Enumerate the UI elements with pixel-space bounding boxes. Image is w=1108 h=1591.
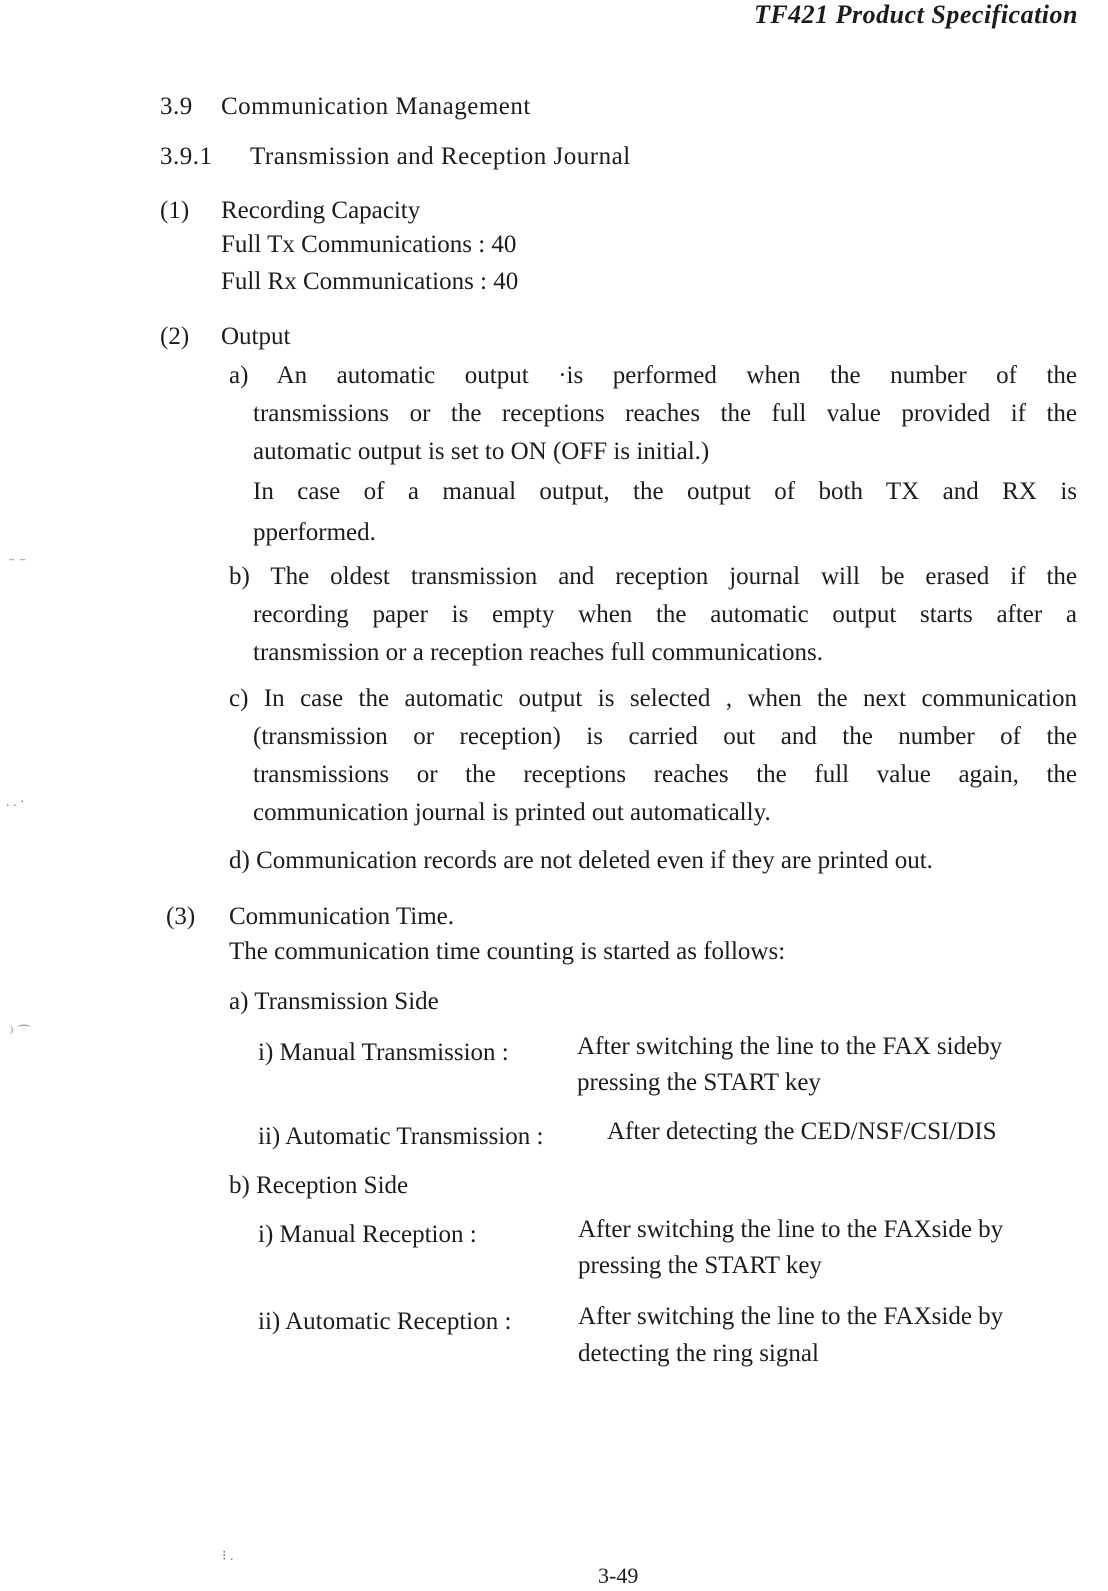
recording-capacity-title: Recording Capacity: [221, 197, 421, 224]
output-a-line-4: In case of a manual output, the output of both TX and RX is: [253, 478, 1077, 505]
output-c-line-4: communication journal is printed out automatically.: [253, 799, 771, 826]
item-marker-2: (2): [160, 323, 190, 350]
output-title: Output: [221, 323, 291, 350]
full-tx-line: Full Tx Communications : 40: [221, 231, 517, 258]
item-marker-1: (1): [160, 197, 190, 224]
communication-time-intro: The communication time counting is started as follows:: [229, 938, 786, 965]
manual-transmission-desc-1: After switching the line to the FAX sideby: [577, 1033, 1003, 1060]
page-number: 3-49: [598, 1563, 639, 1588]
automatic-reception-desc-2: detecting the ring signal: [578, 1340, 819, 1367]
manual-reception-label: i) Manual Reception :: [258, 1221, 477, 1248]
output-b-line-1: b) The oldest transmission and reception journal will be erased if the: [229, 563, 1077, 590]
manual-transmission-desc-2: pressing the START key: [577, 1069, 821, 1096]
reception-side-label: b) Reception Side: [229, 1172, 409, 1199]
full-rx-line: Full Rx Communications : 40: [221, 268, 519, 295]
manual-transmission-label: i) Manual Transmission :: [258, 1039, 509, 1066]
running-header: TF421 Product Specification: [753, 0, 1078, 29]
automatic-transmission-desc: After detecting the CED/NSF/CSI/DIS: [607, 1118, 997, 1145]
scan-speck: ⁻ ⁻: [8, 556, 27, 571]
output-a-line-2: transmissions or the receptions reaches the full value provided if the: [253, 400, 1077, 427]
automatic-transmission-label: ii) Automatic Transmission :: [258, 1123, 544, 1150]
output-c-line-1: c) In case the automatic output is selected , when the next communication: [229, 685, 1077, 712]
output-c-line-2: (transmission or reception) is carried out and the number of the: [253, 723, 1077, 750]
item-marker-3: (3): [166, 903, 196, 930]
manual-reception-desc-2: pressing the START key: [578, 1252, 822, 1279]
automatic-reception-desc-1: After switching the line to the FAXside by: [578, 1303, 1004, 1330]
transmission-side-label: a) Transmission Side: [229, 988, 439, 1015]
output-d-line: d) Communication records are not deleted even if they are printed out.: [229, 847, 933, 874]
scan-speck: ⁝ .: [222, 1549, 234, 1564]
output-a-line-3: automatic output is set to ON (OFF is initial.): [253, 438, 710, 465]
subsection-title: Transmission and Reception Journal: [250, 143, 631, 170]
scan-speck: . . ·: [6, 795, 25, 810]
scan-speck: ⁾ ⌒: [10, 1026, 31, 1041]
section-number: 3.9: [160, 93, 193, 120]
section-title: Communication Management: [221, 93, 531, 120]
manual-reception-desc-1: After switching the line to the FAXside by: [578, 1216, 1004, 1243]
output-a-line-5: pperformed.: [253, 519, 376, 546]
output-b-line-2: recording paper is empty when the automatic output starts after a: [253, 601, 1077, 628]
output-c-line-3: transmissions or the receptions reaches the full value again, the: [253, 761, 1077, 788]
output-a-line-1: a) An automatic output ·is performed when the number of the: [229, 362, 1077, 389]
output-b-line-3: transmission or a reception reaches full communications.: [253, 639, 823, 666]
subsection-number: 3.9.1: [160, 143, 213, 170]
communication-time-title: Communication Time.: [229, 903, 455, 930]
automatic-reception-label: ii) Automatic Reception :: [258, 1308, 512, 1335]
